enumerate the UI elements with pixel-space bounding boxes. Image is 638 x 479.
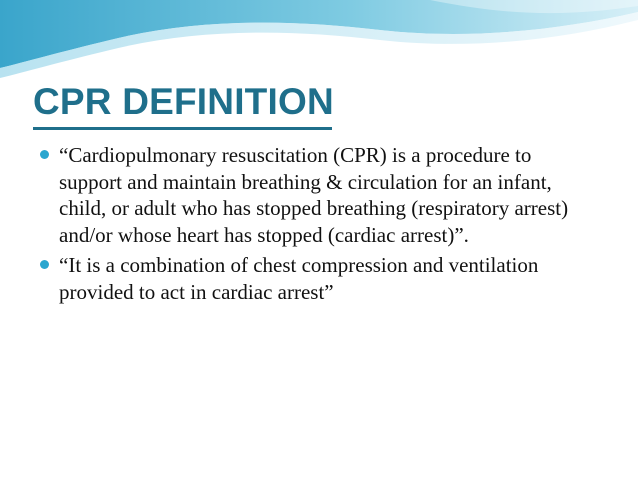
header-wave-decoration — [0, 0, 638, 80]
bullet-item — [39, 252, 599, 305]
bullet-text: “Cardiopulmonary resuscitation (CPR) is a procedure to support and maintain breathing & circulation for an infant, child, or adult who has stopped breathing (respiratory arrest) and/or whose heart has stopped (cardiac arrest)”. — [59, 143, 569, 247]
bullet-dot-icon — [40, 150, 49, 159]
bullet-item — [39, 142, 599, 248]
bullet-list — [39, 142, 599, 309]
bullet-dot-icon — [40, 260, 49, 269]
slide-title: CPR DEFINITION — [33, 81, 334, 122]
title-underline — [33, 127, 332, 130]
bullet-text: “It is a combination of chest compression and ventilation provided to act in cardiac arrest” — [59, 253, 539, 304]
